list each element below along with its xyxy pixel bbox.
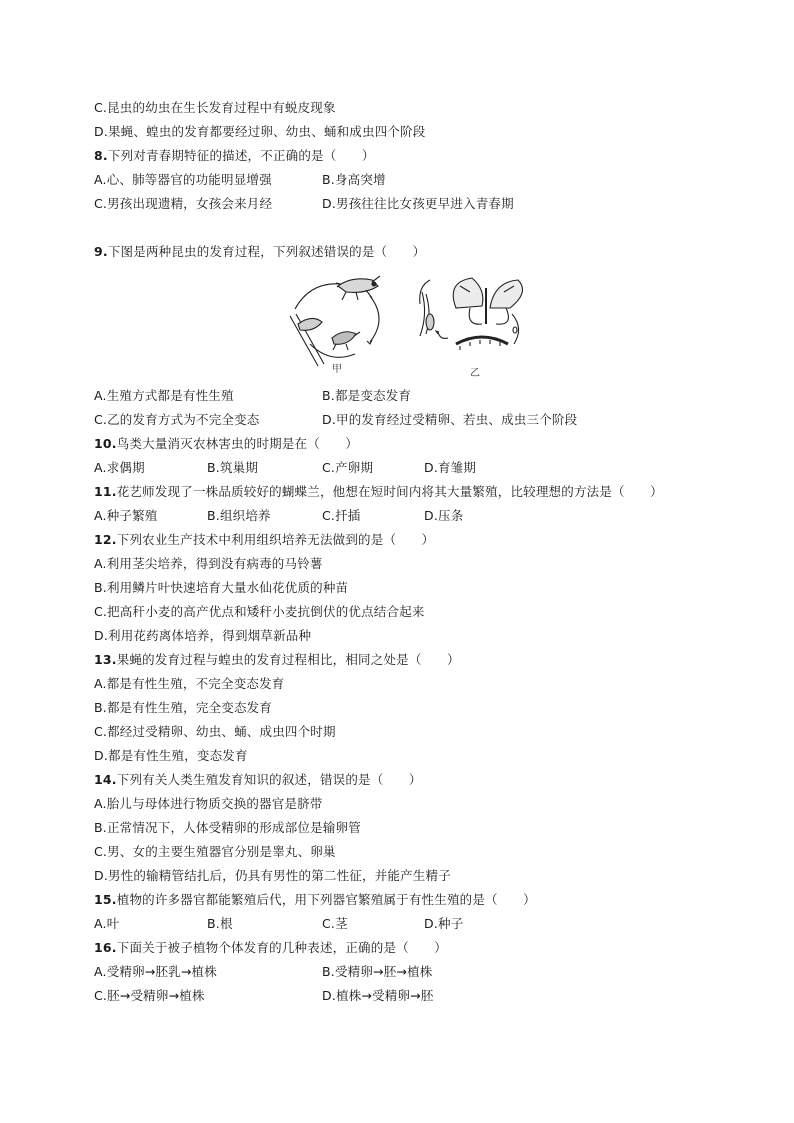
options-16-cd: C.胚→受精卵→植株 D.植株→受精卵→胚 [94, 988, 434, 1003]
lifecycle-illustration [270, 274, 540, 378]
option-14a: A.胎儿与母体进行物质交换的器官是脐带 [94, 796, 323, 811]
question-14: 14.下列有关人类生殖发育知识的叙述，错误的是（ ） [94, 772, 422, 787]
insect-lifecycle-figure [270, 274, 540, 378]
option-14c: C.男、女的主要生殖器官分别是睾丸、卵巢 [94, 844, 336, 859]
question-8: 8.下列对青春期特征的描述，不正确的是（ ） [94, 148, 375, 163]
option-13d: D.都是有性生殖，变态发育 [94, 748, 248, 763]
options-16-ab: A.受精卵→胚乳→植株 B.受精卵→胚→植株 [94, 964, 433, 979]
option-12a: A.利用茎尖培养，得到没有病毒的马铃薯 [94, 556, 323, 571]
options-15: A.叶 B.根 C.茎 D.种子 [94, 916, 464, 931]
options-10: A.求偶期 B.筑巢期 C.产卵期 D.育雏期 [94, 460, 477, 475]
option-12b: B.利用鳞片叶快速培育大量水仙花优质的种苗 [94, 580, 349, 595]
question-12: 12.下列农业生产技术中利用组织培养无法做到的是（ ） [94, 532, 435, 547]
option-12d: D.利用花药离体培养，得到烟草新品种 [94, 628, 312, 643]
question-15: 15.植物的许多器官都能繁殖后代，用下列器官繁殖属于有性生殖的是（ ） [94, 892, 536, 907]
question-9: 9.下图是两种昆虫的发育过程，下列叙述错误的是（ ） [94, 244, 426, 259]
options-8-cd: C.男孩出现遗精，女孩会来月经 D.男孩往往比女孩更早进入青春期 [94, 196, 514, 211]
figure-label-yi: 乙 [470, 368, 480, 379]
question-16: 16.下面关于被子植物个体发育的几种表述，正确的是（ ） [94, 940, 447, 955]
question-11: 11.花艺师发现了一株品质较好的蝴蝶兰，他想在短时间内将其大量繁殖，比较理想的方法是（ ） [94, 484, 663, 499]
option-13a: A.都是有性生殖，不完全变态发育 [94, 676, 285, 691]
option-7c: C.昆虫的幼虫在生长发育过程中有蜕皮现象 [94, 100, 336, 115]
option-7d: D.果蝇、蝗虫的发育都要经过卵、幼虫、蛹和成虫四个阶段 [94, 124, 426, 139]
butterfly-cycle [420, 278, 523, 350]
option-13c: C.都经过受精卵、幼虫、蛹、成虫四个时期 [94, 724, 336, 739]
option-13b: B.都是有性生殖，完全变态发育 [94, 700, 273, 715]
options-9-cd: C.乙的发育方式为不完全变态 D.甲的发育经过受精卵、若虫、成虫三个阶段 [94, 412, 578, 427]
question-13: 13.果蝇的发育过程与蝗虫的发育过程相比，相同之处是（ ） [94, 652, 460, 667]
question-10: 10.鸟类大量消灭农林害虫的时期是在（ ） [94, 436, 359, 451]
options-8-ab: A.心、肺等器官的功能明显增强 B.身高突增 [94, 172, 386, 187]
option-14b: B.正常情况下，人体受精卵的形成部位是输卵管 [94, 820, 361, 835]
options-9-ab: A.生殖方式都是有性生殖 B.都是变态发育 [94, 388, 412, 403]
figure-label-jia: 甲 [332, 364, 342, 375]
grasshopper-cycle [290, 276, 380, 366]
option-12c: C.把高秆小麦的高产优点和矮秆小麦抗倒伏的优点结合起来 [94, 604, 425, 619]
option-14d: D.男性的输精管结扎后，仍具有男性的第二性征，并能产生精子 [94, 868, 451, 883]
options-11: A.种子繁殖 B.组织培养 C.扦插 D.压条 [94, 508, 464, 523]
